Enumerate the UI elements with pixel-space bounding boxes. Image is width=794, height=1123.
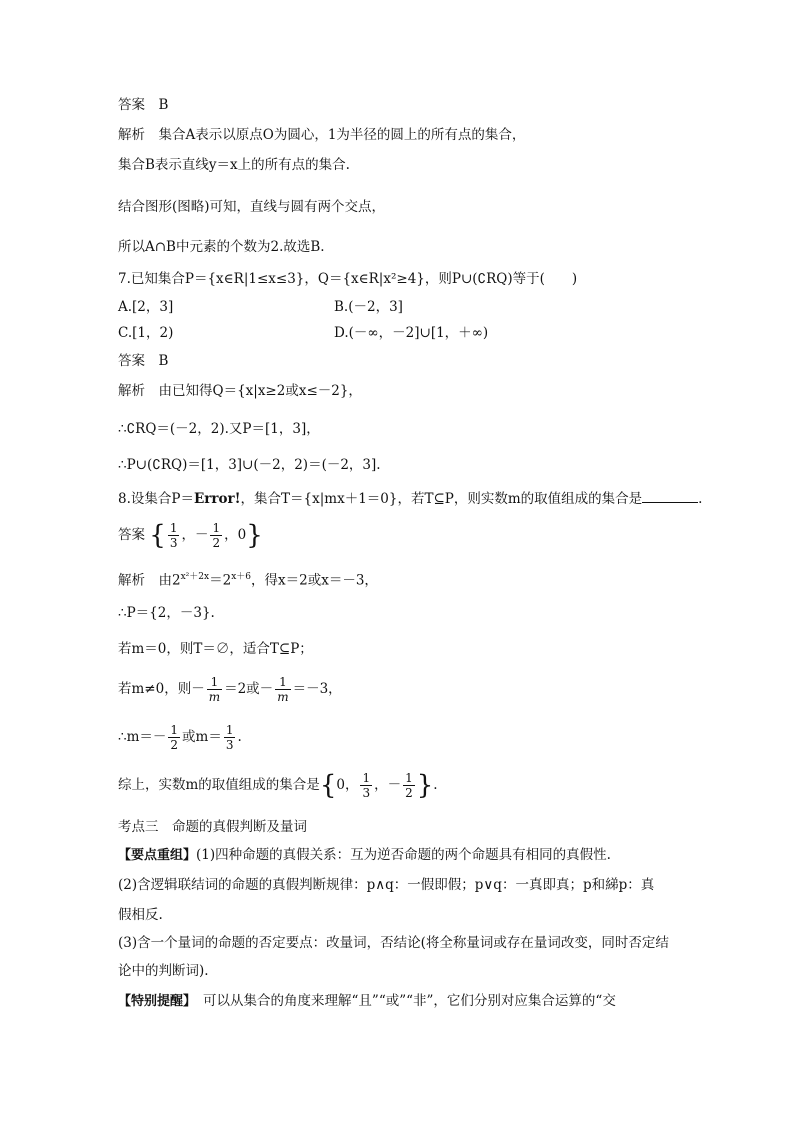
explanation-6-line-3: 结合图形(图略)可知，直线与圆有两个交点， bbox=[118, 199, 386, 215]
explanation-8-line-1: 解析 由$2^{x^2+2x}=2^{x+6}$，得x＝2或x＝－3， bbox=[118, 572, 378, 589]
question-7: 7.已知集合P＝{x∈R|1≤x≤3}，Q＝{x∈R|x²≥4}，则P∪(∁RQ)等于( ) bbox=[118, 271, 578, 287]
question-7-option-b: B.(－2，3] bbox=[334, 299, 403, 315]
answer-blank bbox=[642, 490, 698, 503]
fraction: $\frac{1}{2}$ bbox=[212, 521, 221, 550]
fraction: $\frac{1}{2}$ bbox=[405, 771, 413, 800]
explanation-7-line-2: ∴∁RQ＝(－2，2).又P＝[1，3]， bbox=[118, 421, 320, 437]
fraction: $\frac{1}{3}$ bbox=[362, 771, 371, 800]
key-points-tag: 【要点重组】 bbox=[118, 848, 197, 863]
question-7-option-d: D.(－∞，－2]∪[1，＋∞) bbox=[334, 325, 489, 341]
explanation-7-line-1: 解析 由已知得Q＝{x|x≥2或x≤－2}， bbox=[118, 383, 362, 399]
fraction: $\frac{1}{m}$ bbox=[277, 675, 289, 704]
fraction: $\frac{1}{2}$ bbox=[170, 723, 179, 752]
explanation-8-line-4: 若m≠0，则－ $\frac{1}{m}$ ＝2或－ $\frac{1}{m}$ ＝－3， bbox=[118, 675, 342, 704]
key-points-line-1: 【要点重组】(1)四种命题的真假关系：互为逆否命题的两个命题具有相同的真假性. bbox=[118, 847, 611, 863]
special-reminder-tag: 【特别提醒】 bbox=[118, 994, 190, 1009]
explanation-8-line-5: ∴m＝－ $\frac{1}{2}$ 或m＝ $\frac{1}{3}$ . bbox=[118, 723, 242, 752]
key-points-line-3: (3)含一个量词的命题的否定要点：改量词，否结论(将全称量词或存在量词改变，同时否定结 bbox=[118, 935, 669, 951]
question-7-option-a: A.[2，3] bbox=[118, 299, 174, 315]
answer-8: 答案 { $\frac{1}{3}$ ，－ $\frac{1}{2}$ ，0} bbox=[118, 520, 263, 551]
question-8: 8.设集合P＝Error!，集合T＝{x|mx＋1＝0}，若T⊆P，则实数m的取值组成的集合是 . bbox=[118, 491, 703, 507]
key-points-line-2: (2)含逻辑联结词的命题的真假判断规律：p∧q：一假即假；p∨q：一真即真；p和綈p：真 bbox=[118, 877, 655, 893]
explanation-8-line-2: ∴P＝{2，－3}. bbox=[118, 605, 215, 621]
fraction: $\frac{1}{m}$ bbox=[208, 675, 221, 704]
section-heading-3: 考点三 命题的真假判断及量词 bbox=[118, 819, 307, 835]
error-text: Error! bbox=[193, 491, 241, 507]
fraction: $\frac{1}{3}$ bbox=[169, 521, 178, 550]
explanation-8-line-6: 综上，实数m的取值组成的集合是{0， $\frac{1}{3}$ ，－ $\frac{1}{2}$ }. bbox=[118, 770, 438, 801]
key-points-line-3b: 论中的判断词). bbox=[118, 963, 209, 979]
explanation-7-line-3: ∴P∪(∁RQ)＝[1，3]∪(－2，2)＝(－2，3]. bbox=[118, 457, 381, 473]
explanation-8-line-3: 若m＝0，则T＝∅，适合T⊆P； bbox=[118, 641, 313, 657]
explanation-6-line-4: 所以A∩B中元素的个数为2.故选B. bbox=[118, 239, 325, 255]
question-7-option-c: C.[1，2) bbox=[118, 325, 174, 341]
explanation-6-line-2: 集合B表示直线y＝x上的所有点的集合. bbox=[118, 157, 350, 173]
answer-7: 答案 B bbox=[118, 353, 169, 369]
answer-6: 答案 B bbox=[118, 97, 169, 113]
key-points-line-2b: 假相反. bbox=[118, 907, 163, 923]
fraction: $\frac{1}{3}$ bbox=[225, 723, 234, 752]
special-reminder: 【特别提醒】 可以从集合的角度来理解“且”“或”“非”，它们分别对应集合运算的“交 bbox=[118, 993, 616, 1009]
explanation-6-line-1: 解析 集合A表示以原点O为圆心，1为半径的圆上的所有点的集合， bbox=[118, 127, 526, 143]
